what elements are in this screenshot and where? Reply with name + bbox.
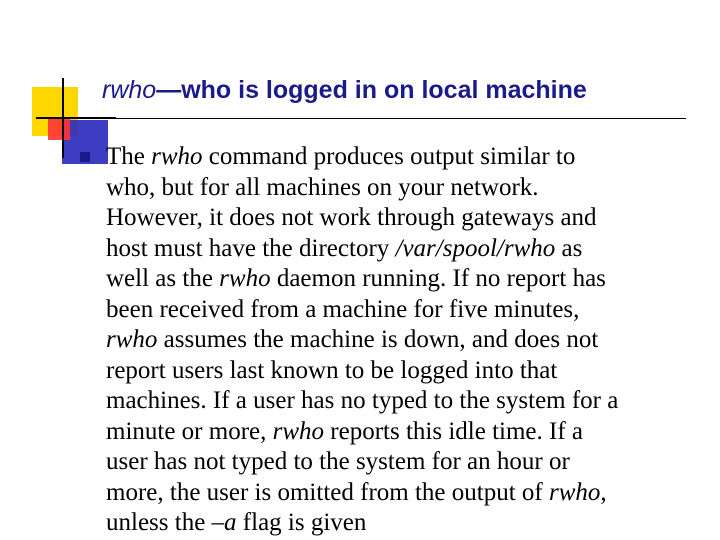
italic-term: –a — [211, 509, 237, 536]
body-text-segment: daemon running. If no report has — [270, 265, 606, 292]
title-dash: — — [156, 76, 182, 104]
body-text-segment: reports this idle time. If a — [324, 417, 584, 445]
logo-red-square — [48, 118, 70, 140]
body-line — [106, 295, 694, 326]
bullet-text — [106, 142, 694, 539]
bullet-square-icon — [80, 152, 90, 162]
title-rest: who is logged in on local machine — [181, 76, 587, 104]
body-line — [106, 508, 694, 539]
body-line — [106, 173, 694, 204]
italic-term: rwho — [219, 265, 271, 292]
body-text-segment: as — [555, 234, 583, 262]
italic-term: /var/spool/rwho — [395, 234, 556, 262]
body-text-segment: unless the — [106, 509, 212, 536]
body-text-segment: been received from a machine for five minutes, — [106, 295, 580, 323]
title-command: rwho — [102, 76, 157, 104]
body-text-segment: well as the — [106, 265, 220, 292]
body-text-segment: , — [600, 478, 607, 506]
slide-title — [102, 76, 587, 105]
body-text-segment: more, the user is omitted from the output of — [106, 478, 549, 506]
body-line — [106, 203, 694, 234]
body-text-segment: The — [106, 143, 152, 170]
italic-term: rwho — [548, 478, 601, 506]
body-line — [106, 325, 694, 356]
body-line — [106, 264, 694, 295]
body-line — [106, 478, 694, 509]
body-text-segment: who, but for all machines on your network. — [106, 173, 539, 201]
body-text-segment: flag is given — [236, 509, 367, 536]
body-text-segment: machines. If a user has no typed to the system for a — [106, 387, 619, 414]
body-text-segment: However, it does not work through gateways and — [106, 204, 597, 231]
body-line — [106, 234, 694, 265]
italic-term: rwho — [151, 143, 203, 170]
body-line — [106, 142, 694, 173]
body-text-segment: host must have the directory — [106, 234, 396, 262]
italic-term: rwho — [106, 326, 158, 353]
body-text-segment: minute or more, — [106, 417, 273, 445]
title-divider — [36, 118, 686, 119]
body-line — [106, 356, 694, 387]
body-text-segment: user has not typed to the system for an hour or — [106, 448, 570, 475]
body-text-segment: command produces output similar to — [202, 143, 576, 170]
body-text-segment: report users last known to be logged into that — [106, 356, 558, 384]
body-line — [106, 447, 694, 478]
body-line — [106, 386, 694, 417]
body-line — [106, 417, 694, 448]
italic-term: rwho — [272, 417, 325, 445]
corner-logo-icon — [0, 0, 110, 170]
body-text-segment: assumes the machine is down, and does not — [157, 326, 599, 353]
